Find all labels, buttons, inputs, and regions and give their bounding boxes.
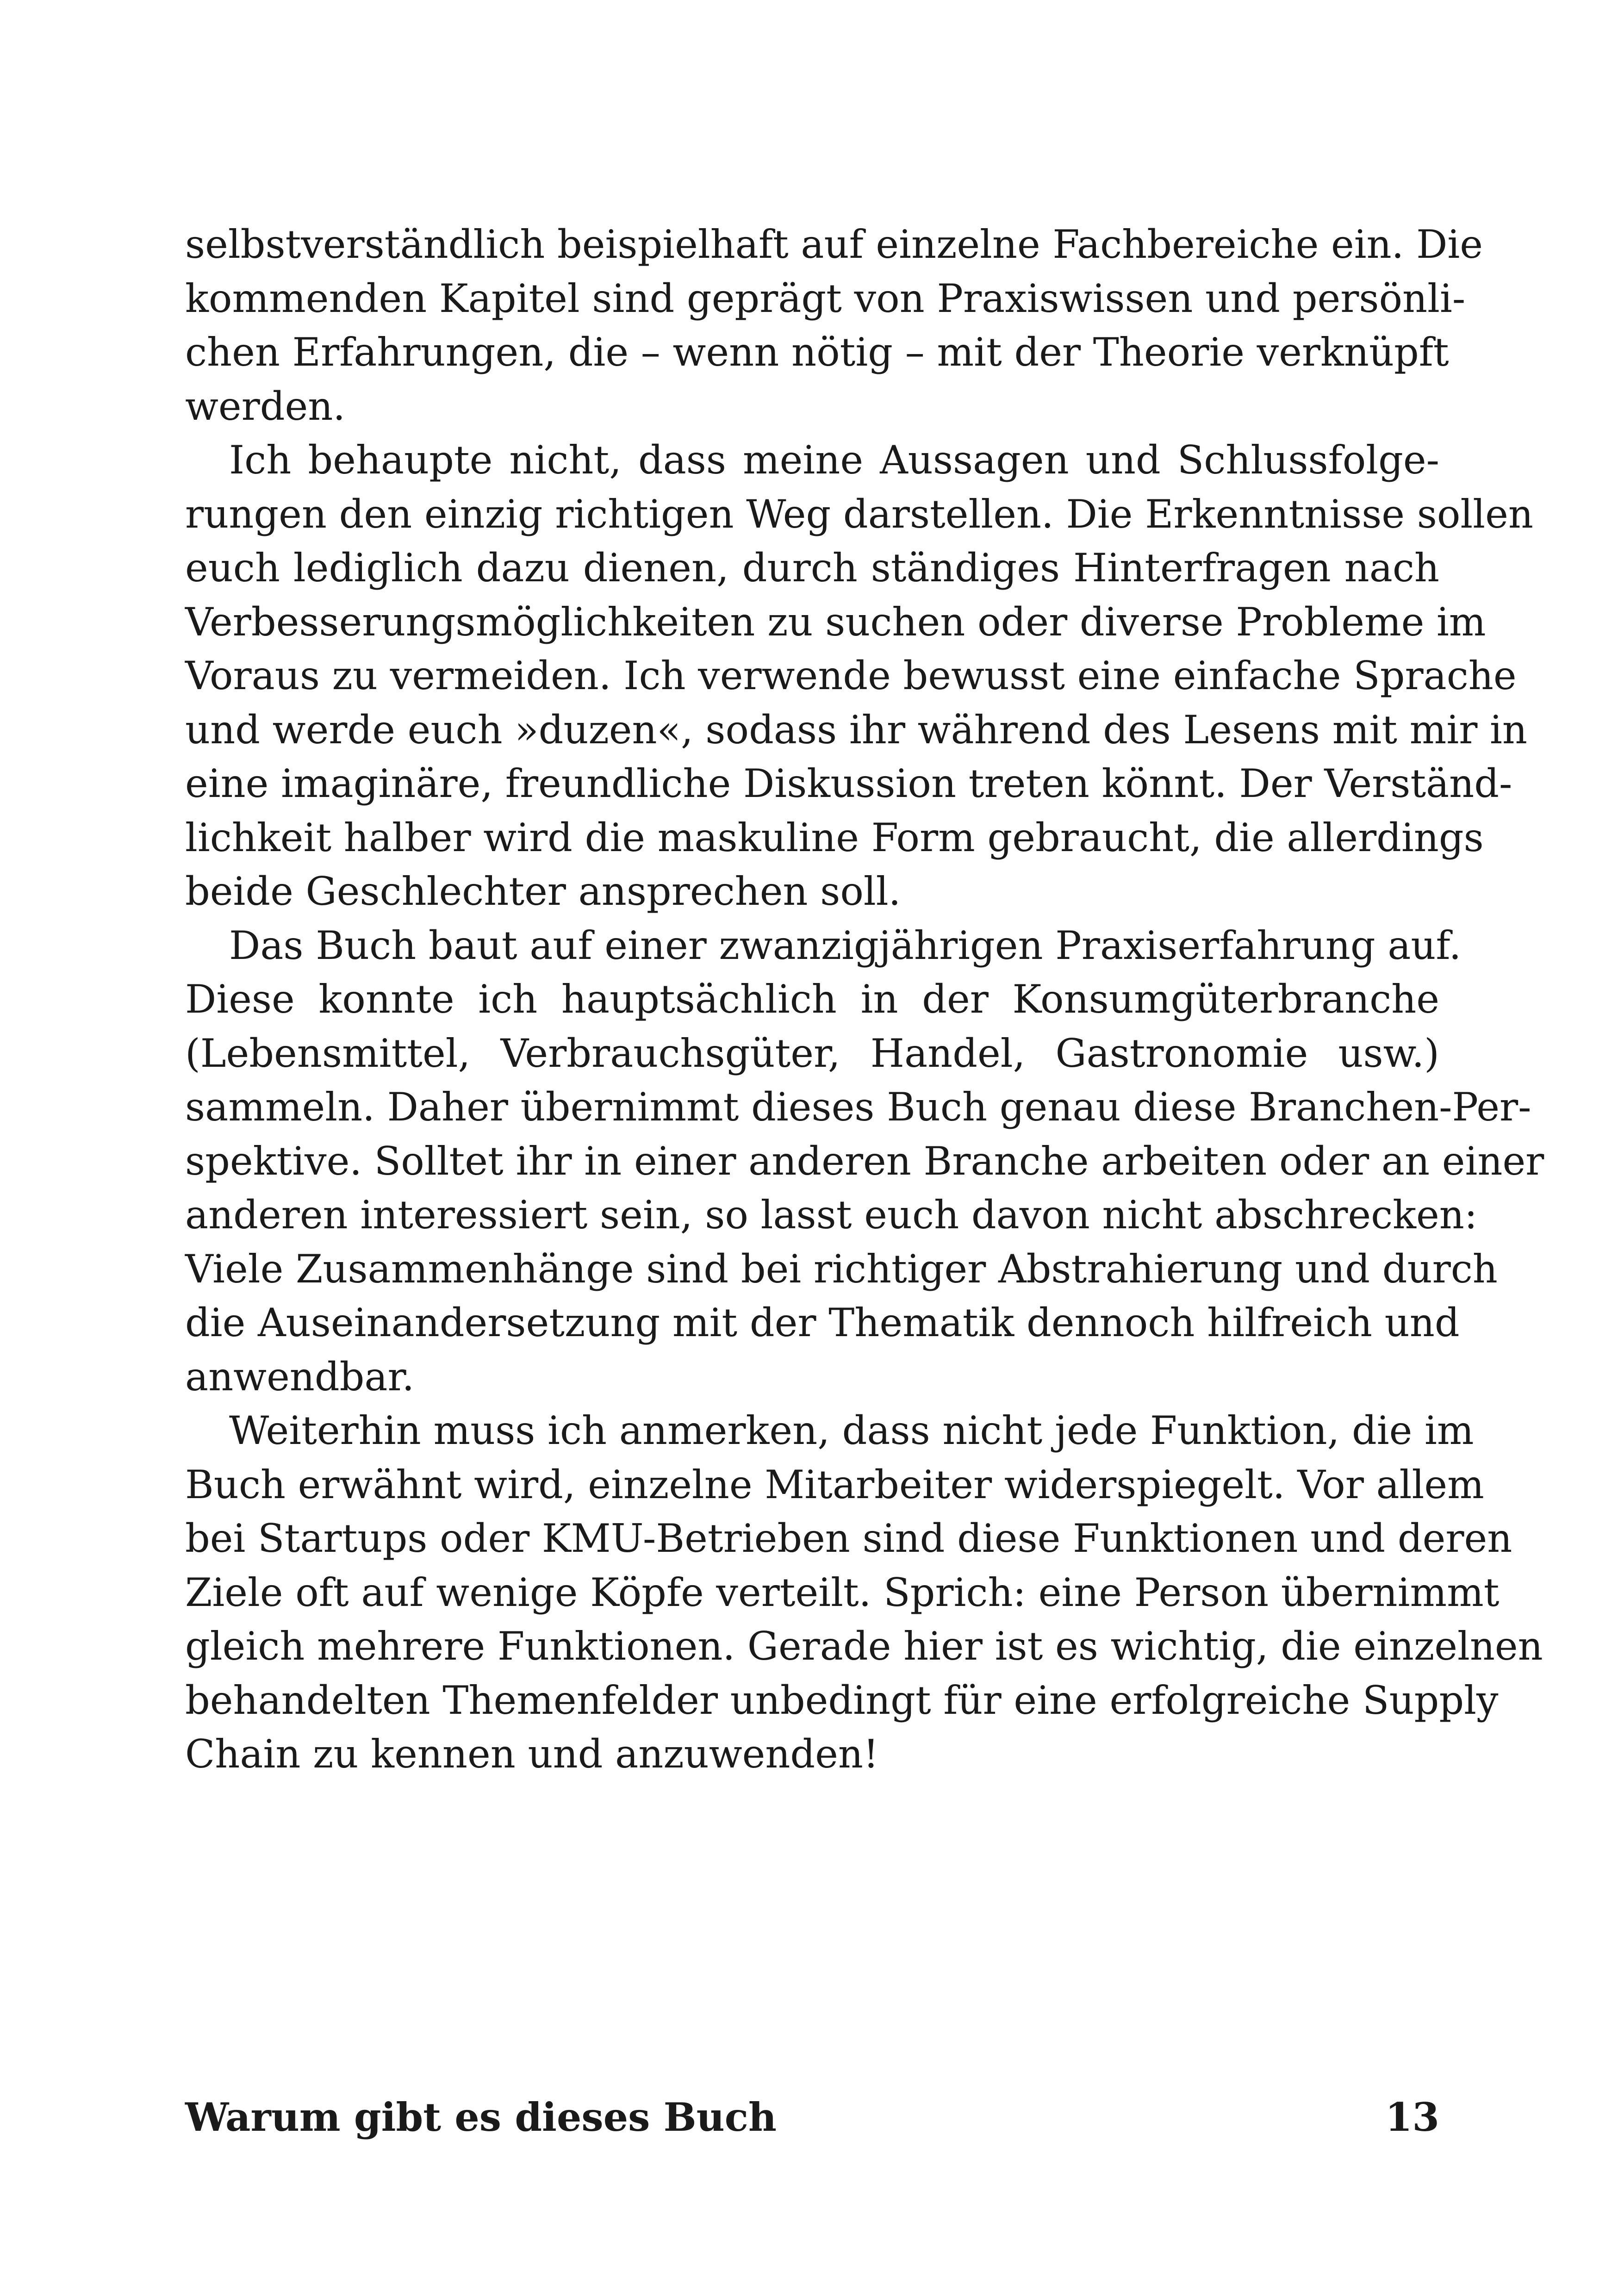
text-line: sammeln. Daher übernimmt dieses Buch genau diese Branchen-Per- [185,1084,1531,1130]
text-line: werden. [185,383,346,429]
text-line: Das Buch baut auf einer zwanzigjährigen Praxiserfahrung auf. [229,922,1462,968]
text-line: chen Erfahrungen, die – wenn nötig – mit der Theorie verknüpft [185,330,1449,375]
text-line: selbstverständlich beispielhaft auf einzelne Fachbereiche ein. Die [185,222,1483,267]
body-text [185,218,1544,1781]
text-line: die Auseinandersetzung mit der Thematik dennoch hilfreich und [185,1300,1460,1345]
text-line: Diese konnte ich hauptsächlich in der Konsumgüterbranche [185,977,1439,1022]
text-line: beide Geschlechter ansprechen soll. [185,869,901,914]
text-line: lichkeit halber wird die maskuline Form gebraucht, die allerdings [185,815,1484,860]
running-title: Warum gibt es dieses Buch [185,2094,777,2140]
text-line: Verbesserungsmöglichkeiten zu suchen oder diverse Probleme im [185,599,1486,645]
text-line: Chain zu kennen und anzuwenden! [185,1731,879,1777]
text-line: euch lediglich dazu dienen, durch ständiges Hinterfragen nach [185,545,1439,591]
text-line: Ziele oft auf wenige Köpfe verteilt. Sprich: eine Person übernimmt [185,1569,1500,1615]
text-line: Viele Zusammenhänge sind bei richtiger Abstrahierung und durch [185,1246,1498,1292]
text-line: behandelten Themenfelder unbedingt für eine erfolgreiche Supply [185,1677,1499,1723]
text-line: und werde euch »duzen«, sodass ihr während des Lesens mit mir in [185,707,1528,753]
text-line: Ich behaupte nicht, dass meine Aussagen und Schlussfolge- [229,437,1439,483]
text-line: rungen den einzig richtigen Weg darstellen. Die Erkenntnisse sollen [185,491,1533,537]
text-line: Weiterhin muss ich anmerken, dass nicht jede Funktion, die im [229,1408,1474,1453]
text-line: gleich mehrere Funktionen. Gerade hier ist es wichtig, die einzelnen [185,1624,1543,1669]
text-line: spektive. Solltet ihr in einer anderen Branche arbeiten oder an einer [185,1138,1544,1184]
text-line: bei Startups oder KMU-Betrieben sind diese Funktionen und deren [185,1516,1512,1561]
text-line: Buch erwähnt wird, einzelne Mitarbeiter widerspiegelt. Vor allem [185,1462,1484,1507]
text-line: anderen interessiert sein, so lasst euch davon nicht abschrecken: [185,1192,1478,1238]
text-line: Voraus zu vermeiden. Ich verwende bewusst eine einfache Sprache [185,653,1517,698]
text-line: eine imaginäre, freundliche Diskussion treten könnt. Der Verständ- [185,761,1512,806]
text-line: kommenden Kapitel sind geprägt von Praxiswissen und persönli- [185,275,1466,321]
text-line: (Lebensmittel, Verbrauchsgüter, Handel, Gastronomie usw.) [185,1030,1439,1076]
text-line: anwendbar. [185,1354,415,1400]
page-number: 13 [1385,2094,1439,2140]
